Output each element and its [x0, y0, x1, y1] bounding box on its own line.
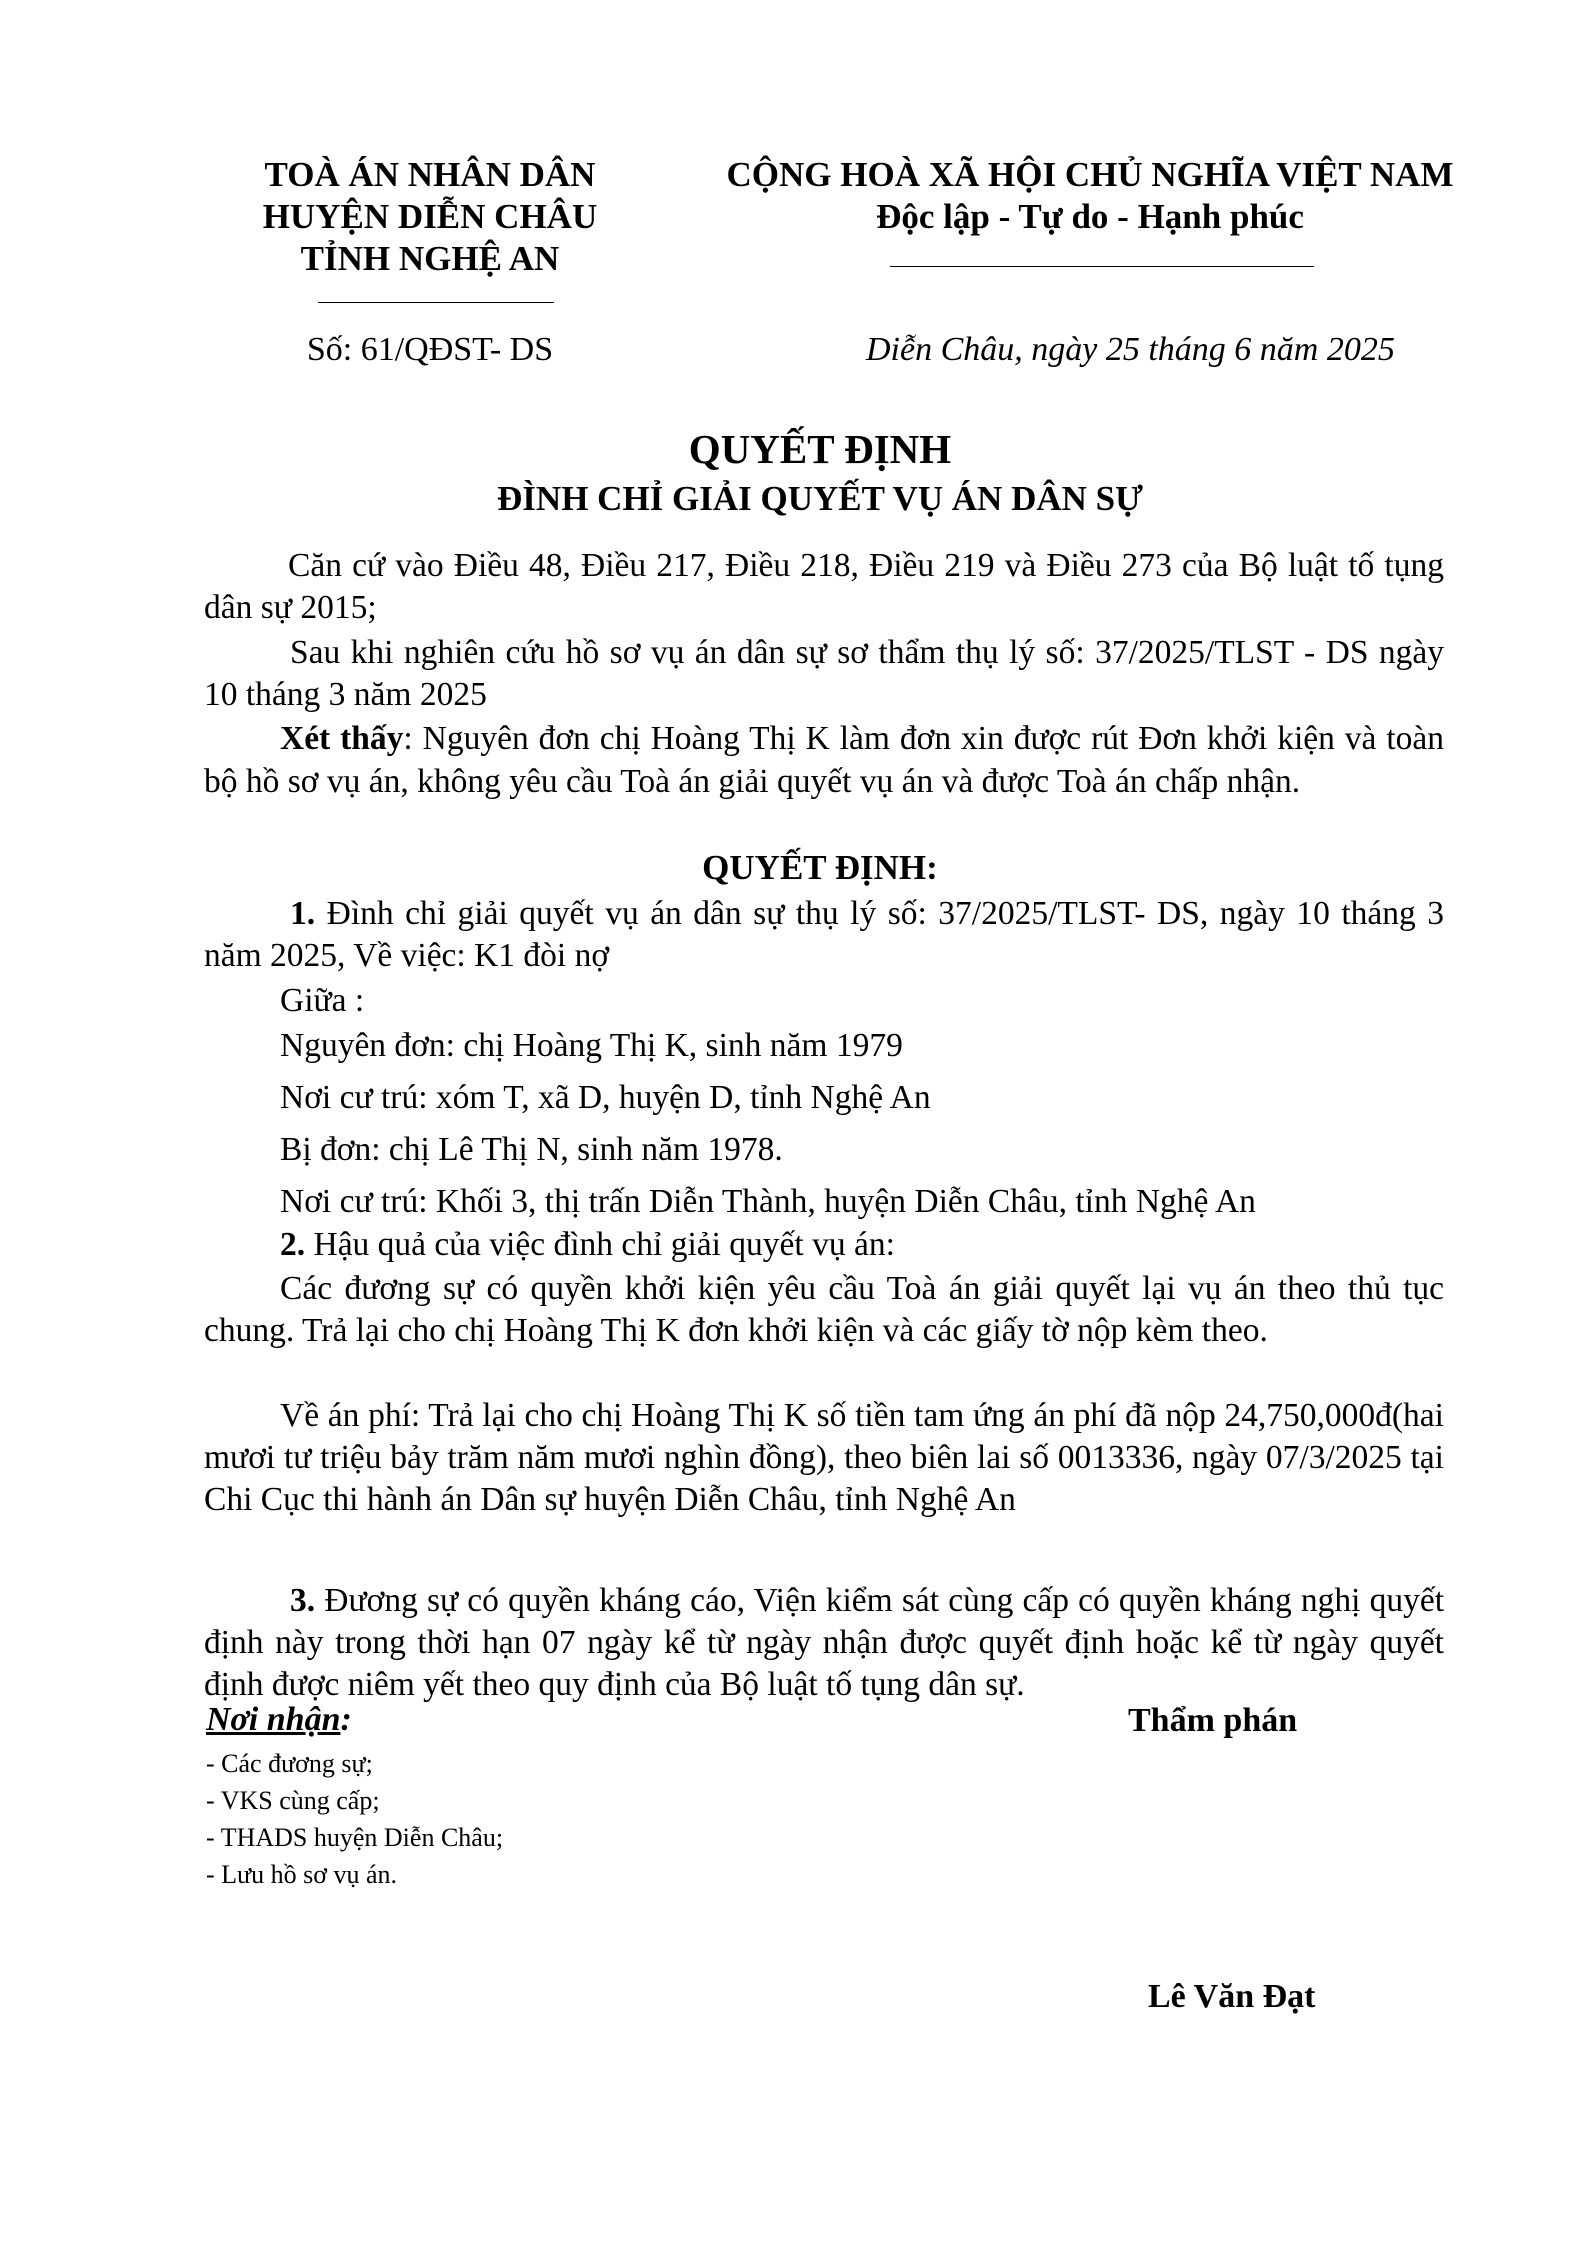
consequence-text-content: Các đương sự có quyền khởi kiện yêu cầu Toà án giải quyết lại vụ án theo thủ tục chung. Trả lại cho chị Hoàng Thị K đơn khởi kiện và các giấy tờ nộp kèm theo. — [204, 1270, 1444, 1349]
plaintiff: Nguyên đơn: chị Hoàng Thị K, sinh năm 1979 — [280, 1027, 903, 1064]
motto-line: Độc lập - Tự do - Hạnh phúc — [876, 197, 1304, 236]
plaintiff-address: Nơi cư trú: xóm T, xã D, huyện D, tỉnh Nghệ An — [280, 1079, 931, 1116]
consideration — [204, 717, 1444, 803]
decision-heading: QUYẾT ĐỊNH: — [702, 848, 938, 887]
signer-name: Lê Văn Đạt — [1148, 1978, 1316, 2015]
legal-basis-text: Căn cứ vào Điều 48, Điều 217, Điều 218, Điều 219 và Điều 273 của Bộ luật tố tụng dân sự 2015; — [204, 547, 1444, 626]
document-number: Số: 61/QĐST- DS — [306, 331, 554, 368]
recipient-item: - VKS cùng cấp; — [206, 1786, 380, 1815]
legal-basis — [204, 545, 1444, 629]
defendant-address: Nơi cư trú: Khối 3, thị trấn Diễn Thành, huyện Diễn Châu, tỉnh Nghệ An — [280, 1183, 1256, 1220]
item-2-number: 2. — [280, 1226, 306, 1263]
recipients-heading — [206, 1700, 352, 1740]
item-1-number: 1. — [290, 895, 316, 932]
recipient-item: - Lưu hồ sơ vụ án. — [206, 1860, 398, 1889]
signer-title: Thẩm phán — [1128, 1702, 1298, 1739]
court-name — [200, 154, 660, 280]
consideration-label: Xét thấy — [280, 720, 404, 757]
recipient-item: - THADS huyện Diễn Châu; — [206, 1823, 504, 1852]
motto-underline — [890, 266, 1314, 267]
recipient-item: - Các đương sự; — [206, 1749, 373, 1778]
item-3-number: 3. — [290, 1582, 316, 1619]
recipients-label: Nơi nhận — [206, 1701, 341, 1738]
court-name-underline — [318, 302, 554, 303]
consequence-text — [204, 1268, 1444, 1352]
decision-item-2-heading — [280, 1225, 895, 1265]
case-research — [204, 632, 1444, 716]
court-name-line3: TỈNH NGHỆ AN — [300, 239, 560, 278]
national-motto — [680, 154, 1500, 238]
decision-item-3 — [204, 1580, 1444, 1706]
document-title: QUYẾT ĐỊNH — [688, 426, 952, 472]
item-2-heading-text: Hậu quả của việc đình chỉ giải quyết vụ án: — [305, 1226, 895, 1263]
document-date: Diễn Châu, ngày 25 tháng 6 năm 2025 — [866, 331, 1395, 368]
item-3-text: Đương sự có quyền kháng cáo, Viện kiểm sát cùng cấp có quyền kháng nghị quyết định này trong thời hạn 07 ngày kể từ ngày nhận được quyết định hoặc kể từ ngày quyết định được niêm yết theo quy định của Bộ luật tố tụng dân sự. — [204, 1582, 1444, 1703]
country-name: CỘNG HOÀ XÃ HỘI CHỦ NGHĨA VIỆT NAM — [726, 155, 1454, 194]
court-fee-text — [204, 1395, 1444, 1521]
parties-between: Giữa : — [280, 982, 365, 1019]
consideration-text: : Nguyên đơn chị Hoàng Thị K làm đơn xin được rút Đơn khởi kiện và toàn bộ hồ sơ vụ án, không yêu cầu Toà án giải quyết vụ án và được Toà án chấp nhận. — [204, 720, 1444, 800]
document-subtitle: ĐÌNH CHỈ GIẢI QUYẾT VỤ ÁN DÂN SỰ — [497, 479, 1143, 518]
decision-item-1 — [204, 893, 1444, 977]
defendant: Bị đơn: chị Lê Thị N, sinh năm 1978. — [280, 1131, 783, 1168]
item-1-text: Đình chỉ giải quyết vụ án dân sự thụ lý số: 37/2025/TLST- DS, ngày 10 tháng 3 năm 2025, Về việc: K1 đòi nợ — [204, 895, 1444, 974]
court-name-line2: HUYỆN DIỄN CHÂU — [262, 197, 598, 236]
court-name-line1: TOÀ ÁN NHÂN DÂN — [264, 155, 596, 194]
court-fee-text-content: Về án phí: Trả lại cho chị Hoàng Thị K số tiền tam ứng án phí đã nộp 24,750,000đ(hai mươi tư triệu bảy trăm năm mươi nghìn đồng), theo biên lai số 0013336, ngày 07/3/2025 tại Chi Cục thi hành án Dân sự huyện Diễn Châu, tỉnh Nghệ An — [204, 1397, 1444, 1518]
case-research-text: Sau khi nghiên cứu hồ sơ vụ án dân sự sơ thẩm thụ lý số: 37/2025/TLST - DS ngày 10 tháng 3 năm 2025 — [204, 634, 1444, 713]
recipients-colon: : — [340, 1701, 352, 1738]
